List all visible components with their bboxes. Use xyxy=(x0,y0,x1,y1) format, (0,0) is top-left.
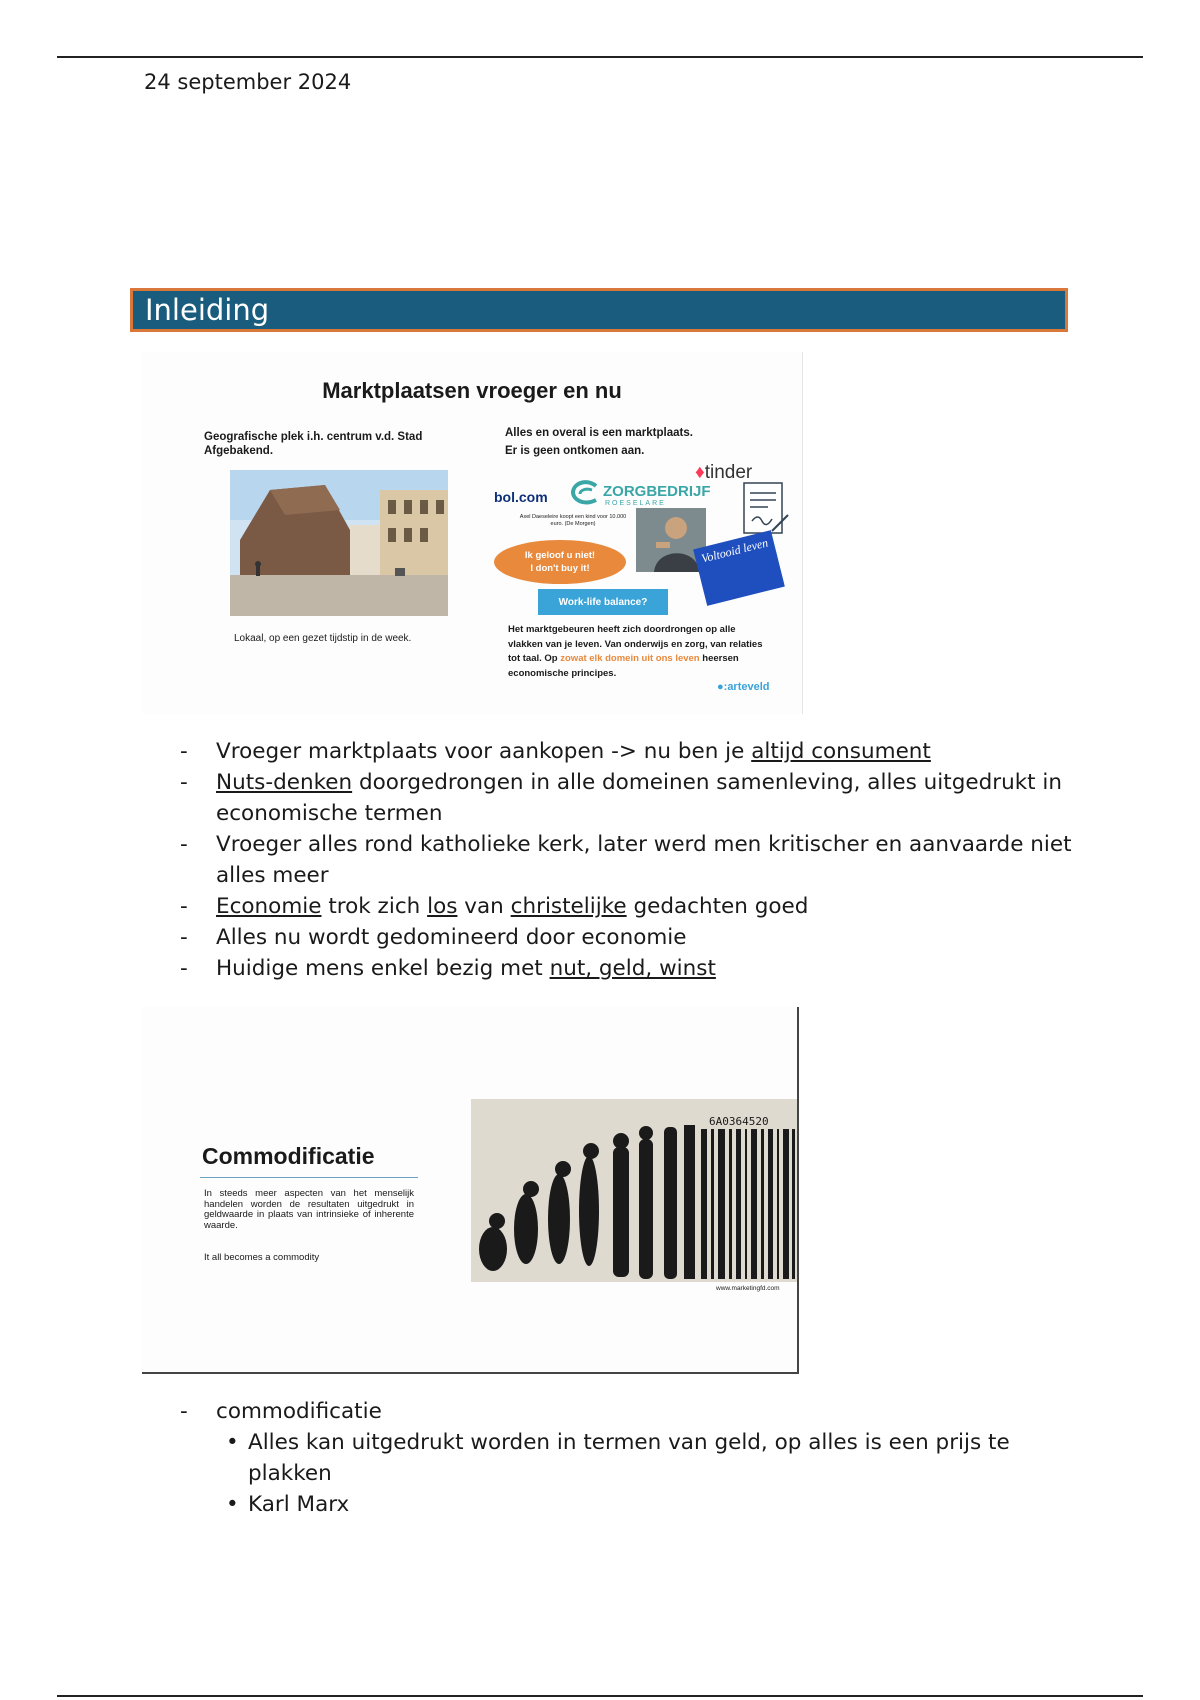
bullet3-text: Vroeger alles rond katholieke kerk, later werd men kritischer en aanvaarde niet alles meer xyxy=(216,832,1072,888)
list-item xyxy=(176,829,1076,891)
slide1-left-caption: Lokaal, op een gezet tijdstip in de week. xyxy=(234,633,412,644)
slide2-body2: It all becomes a commodity xyxy=(204,1252,320,1263)
bullet6-underlined: nut, geld, winst xyxy=(549,956,716,981)
slide1-bottom-highlight: zowat elk domein uit ons leven xyxy=(560,653,700,664)
bullet1-text: Vroeger marktplaats voor aankopen -> nu ben je xyxy=(216,739,752,764)
list-item xyxy=(176,736,1076,767)
slide1-right-line1: Alles en overal is een marktplaats. xyxy=(505,427,693,439)
dash-marker: - xyxy=(180,739,188,764)
bullet2-text: doorgedrongen in alle domeinen samenleving, alles uitgedrukt in economische termen xyxy=(216,770,1063,826)
sub-bullet-list xyxy=(216,1427,1076,1520)
slide1-right-text xyxy=(505,424,755,460)
slide-commodificatie xyxy=(142,1007,799,1374)
bullet5-text: Alles nu wordt gedomineerd door economie xyxy=(216,925,687,950)
section-heading-text: Inleiding xyxy=(145,293,270,327)
slide1-bottom-text xyxy=(508,623,770,681)
dash-marker: - xyxy=(180,925,188,950)
document-date: 24 september 2024 xyxy=(144,70,352,94)
dash-marker: - xyxy=(180,1399,188,1424)
section-heading xyxy=(130,288,1068,332)
bubble1-line2: I don't buy it! xyxy=(530,563,590,574)
arteveld-logo xyxy=(717,681,770,693)
zorgbedrijf-logo-sub: ROESELARE xyxy=(605,500,666,507)
slide2-title-underline xyxy=(200,1177,418,1178)
bullet4-text-1: trok zich xyxy=(321,894,428,919)
slide1-title: Marktplaatsen vroeger en nu xyxy=(322,378,622,403)
commodificatie-item: commodificatie xyxy=(216,1399,382,1424)
list-item xyxy=(176,891,1076,922)
bullet-list-commodificatie xyxy=(176,1396,1076,1520)
voltooid-leven-image: Voltooid leven xyxy=(693,530,785,606)
zorg-swoosh-icon xyxy=(570,480,600,506)
list-item xyxy=(176,953,1076,984)
bullet2-underlined: Nuts-denken xyxy=(216,770,353,795)
slide2-title: Commodificatie xyxy=(202,1143,375,1169)
tinder-logo-text: tinder xyxy=(704,462,753,483)
bullet4-text-2: van xyxy=(457,894,511,919)
dash-marker: - xyxy=(180,770,188,795)
flame-icon: ♦ xyxy=(695,462,705,483)
bullet4-text-3: gedachten goed xyxy=(626,894,809,919)
bullet4-underlined-2: los xyxy=(427,894,458,919)
list-item xyxy=(176,922,1076,953)
bullet4-underlined-1: Economie xyxy=(216,894,322,919)
sub-list-item xyxy=(176,1427,1076,1489)
bullet-dot: • xyxy=(226,1492,239,1517)
logo-dots-icon: ●: xyxy=(717,681,728,693)
dash-marker: - xyxy=(180,956,188,981)
evolution-barcode-image xyxy=(471,1099,797,1282)
arteveld-logo-text: arteveld xyxy=(727,681,770,693)
dash-marker: - xyxy=(180,832,188,857)
sub-item-2-text: Karl Marx xyxy=(248,1492,350,1517)
sub-item-1-text: Alles kan uitgedrukt worden in termen van geld, op alles is een prijs te plakken xyxy=(248,1430,1010,1486)
top-rule xyxy=(57,56,1143,58)
list-item xyxy=(176,1396,1076,1520)
zorgbedrijf-logo xyxy=(570,480,711,511)
barcode-digits: 6A0364520 xyxy=(709,1115,769,1128)
market-hall-photo xyxy=(230,470,448,616)
slide2-source-url: www.marketingfd.com xyxy=(716,1285,780,1292)
bullet1-underlined: altijd consument xyxy=(751,739,931,764)
list-item xyxy=(176,767,1076,829)
dash-marker: - xyxy=(180,894,188,919)
slide-marktplaatsen xyxy=(142,352,803,714)
zorgbedrijf-logo-text: ZORGBEDRIJF xyxy=(603,483,711,500)
slide1-bottom-text-a: Het marktgebeuren heeft zich doordrongen op alle vlakken van je leven. Van onderwijs en zorg, van relaties tot taal. Op xyxy=(508,624,763,664)
slide2-body: In steeds meer aspecten van het menselijk handelen worden de resultaten uitgedrukt in geldwaarde in plaats van intrinsieke of inherente waarde. xyxy=(204,1188,414,1231)
slide1-right-line2: Er is geen ontkomen aan. xyxy=(505,445,645,457)
bol-logo: bol.com xyxy=(494,489,548,505)
bottom-rule xyxy=(57,1695,1143,1697)
bubble1-line1: Ik geloof u niet! xyxy=(524,550,596,561)
slide1-news-caption: Axel Daeseleire koopt een kind voor 10.000 euro. (De Morgen) xyxy=(519,514,627,527)
speech-bubble-blue: Work-life balance? xyxy=(538,589,668,615)
bullet-list-marktplaatsen xyxy=(176,736,1076,984)
slide1-left-text: Geografische plek i.h. centrum v.d. Stad Afgebakend. xyxy=(204,431,423,457)
slide1-bottom-text-b: heersen economische principes. xyxy=(508,653,739,679)
contract-icon xyxy=(738,477,790,539)
bullet-dot: • xyxy=(226,1430,239,1455)
sub-list-item xyxy=(176,1489,1076,1520)
speech-bubble-orange xyxy=(494,540,626,584)
bullet6-text: Huidige mens enkel bezig met xyxy=(216,956,550,981)
bullet4-underlined-3: christelijke xyxy=(510,894,627,919)
